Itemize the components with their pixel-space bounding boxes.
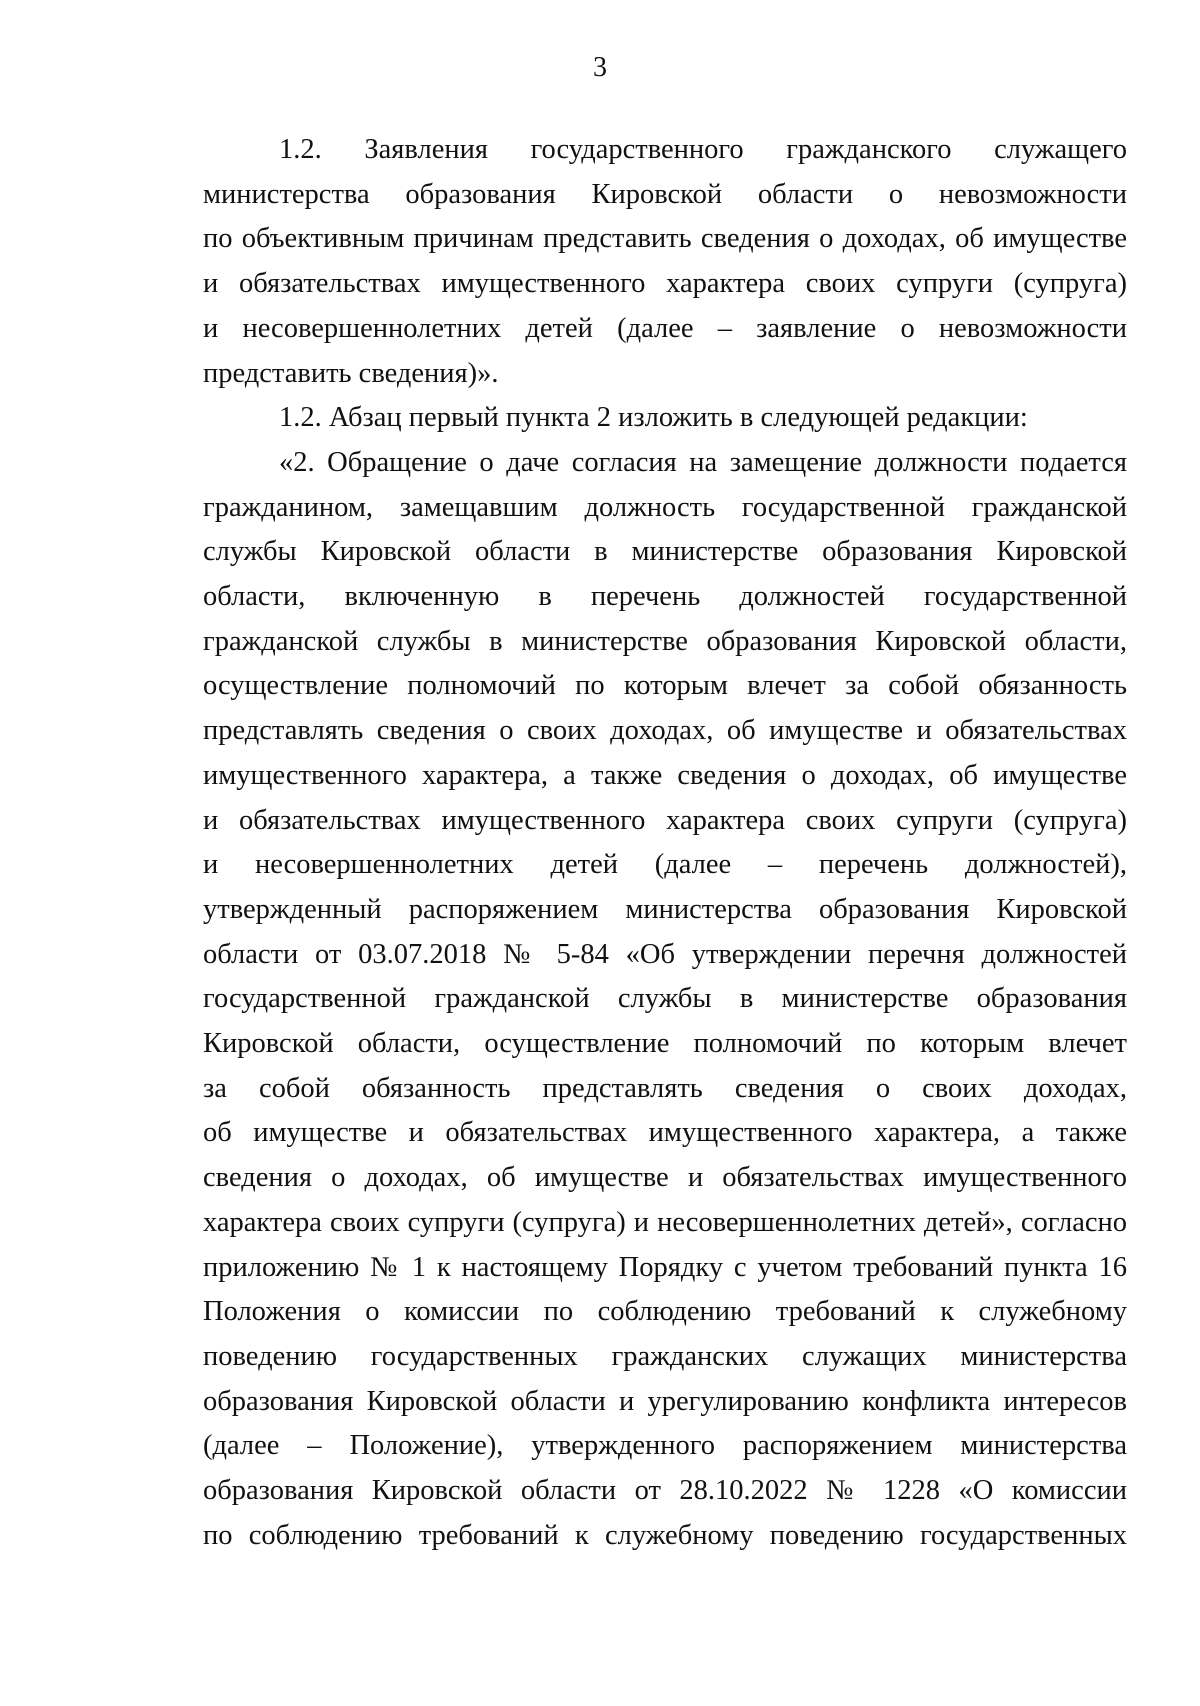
text-line: министерства образования Кировской области о невозможности — [203, 178, 1127, 210]
text-line: образования Кировской области от 28.10.2022 № 1228 «О комиссии — [203, 1475, 1127, 1507]
text-line: 1.2. Заявления государственного гражданского служащего — [279, 134, 1127, 165]
text-line: «2. Обращение о даче согласия на замещение должности подается — [279, 446, 1127, 478]
text-line: по соблюдению требований к служебному поведению государственных — [203, 1519, 1127, 1551]
text-line: приложению № 1 к настоящему Порядку с учетом требований пункта 16 — [203, 1251, 1127, 1283]
text-line: и обязательствах имущественного характера своих супруги (супруга) — [203, 804, 1127, 836]
paragraph-2-appeal — [203, 441, 1127, 1559]
text-line: осуществление полномочий по которым влечет за собой обязанность — [203, 670, 1127, 702]
text-line: характера своих супруги (супруга) и несовершеннолетних детей», согласно — [203, 1206, 1127, 1238]
text-line: утвержденный распоряжением министерства образования Кировской — [203, 893, 1127, 925]
text-line: гражданской службы в министерстве образования Кировской области, — [203, 625, 1127, 657]
document-body — [203, 128, 1127, 1559]
text-line: 1.2. Абзац первый пункта 2 изложить в следующей редакции: — [279, 402, 1028, 434]
text-line: сведения о доходах, об имуществе и обязательствах имущественного — [203, 1162, 1127, 1194]
paragraph-1-2-amendment — [203, 396, 1127, 441]
text-line: представлять сведения о своих доходах, об имуществе и обязательствах — [203, 715, 1127, 747]
page-number: 3 — [593, 52, 607, 83]
text-line: гражданином, замещавшим должность государственной гражданской — [203, 491, 1127, 523]
text-line: и обязательствах имущественного характера своих супруги (супруга) — [203, 268, 1127, 300]
text-line: образования Кировской области и урегулированию конфликта интересов — [203, 1385, 1127, 1417]
text-line: службы Кировской области в министерстве образования Кировской — [203, 536, 1127, 568]
text-line: области от 03.07.2018 № 5-84 «Об утверждении перечня должностей — [203, 938, 1127, 970]
text-line: области, включенную в перечень должностей государственной — [203, 581, 1127, 613]
text-line: и несовершеннолетних детей (далее – заявление о невозможности — [203, 312, 1127, 344]
text-line: об имуществе и обязательствах имущественного характера, а также — [203, 1117, 1127, 1149]
text-line: представить сведения)». — [203, 357, 499, 389]
text-line: за собой обязанность представлять сведения о своих доходах, — [203, 1072, 1127, 1104]
text-line: Положения о комиссии по соблюдению требований к служебному — [203, 1296, 1127, 1328]
text-line: по объективным причинам представить сведения о доходах, об имуществе — [203, 223, 1127, 255]
text-line: (далее – Положение), утвержденного распоряжением министерства — [203, 1430, 1127, 1462]
text-line: Кировской области, осуществление полномочий по которым влечет — [203, 1028, 1127, 1060]
text-line: и несовершеннолетних детей (далее – перечень должностей), — [203, 849, 1127, 881]
text-line: имущественного характера, а также сведения о доходах, об имуществе — [203, 759, 1127, 791]
paragraph-1-2-statement — [203, 128, 1127, 396]
text-line: поведению государственных гражданских служащих министерства — [203, 1340, 1127, 1372]
text-line: государственной гражданской службы в министерстве образования — [203, 983, 1127, 1015]
